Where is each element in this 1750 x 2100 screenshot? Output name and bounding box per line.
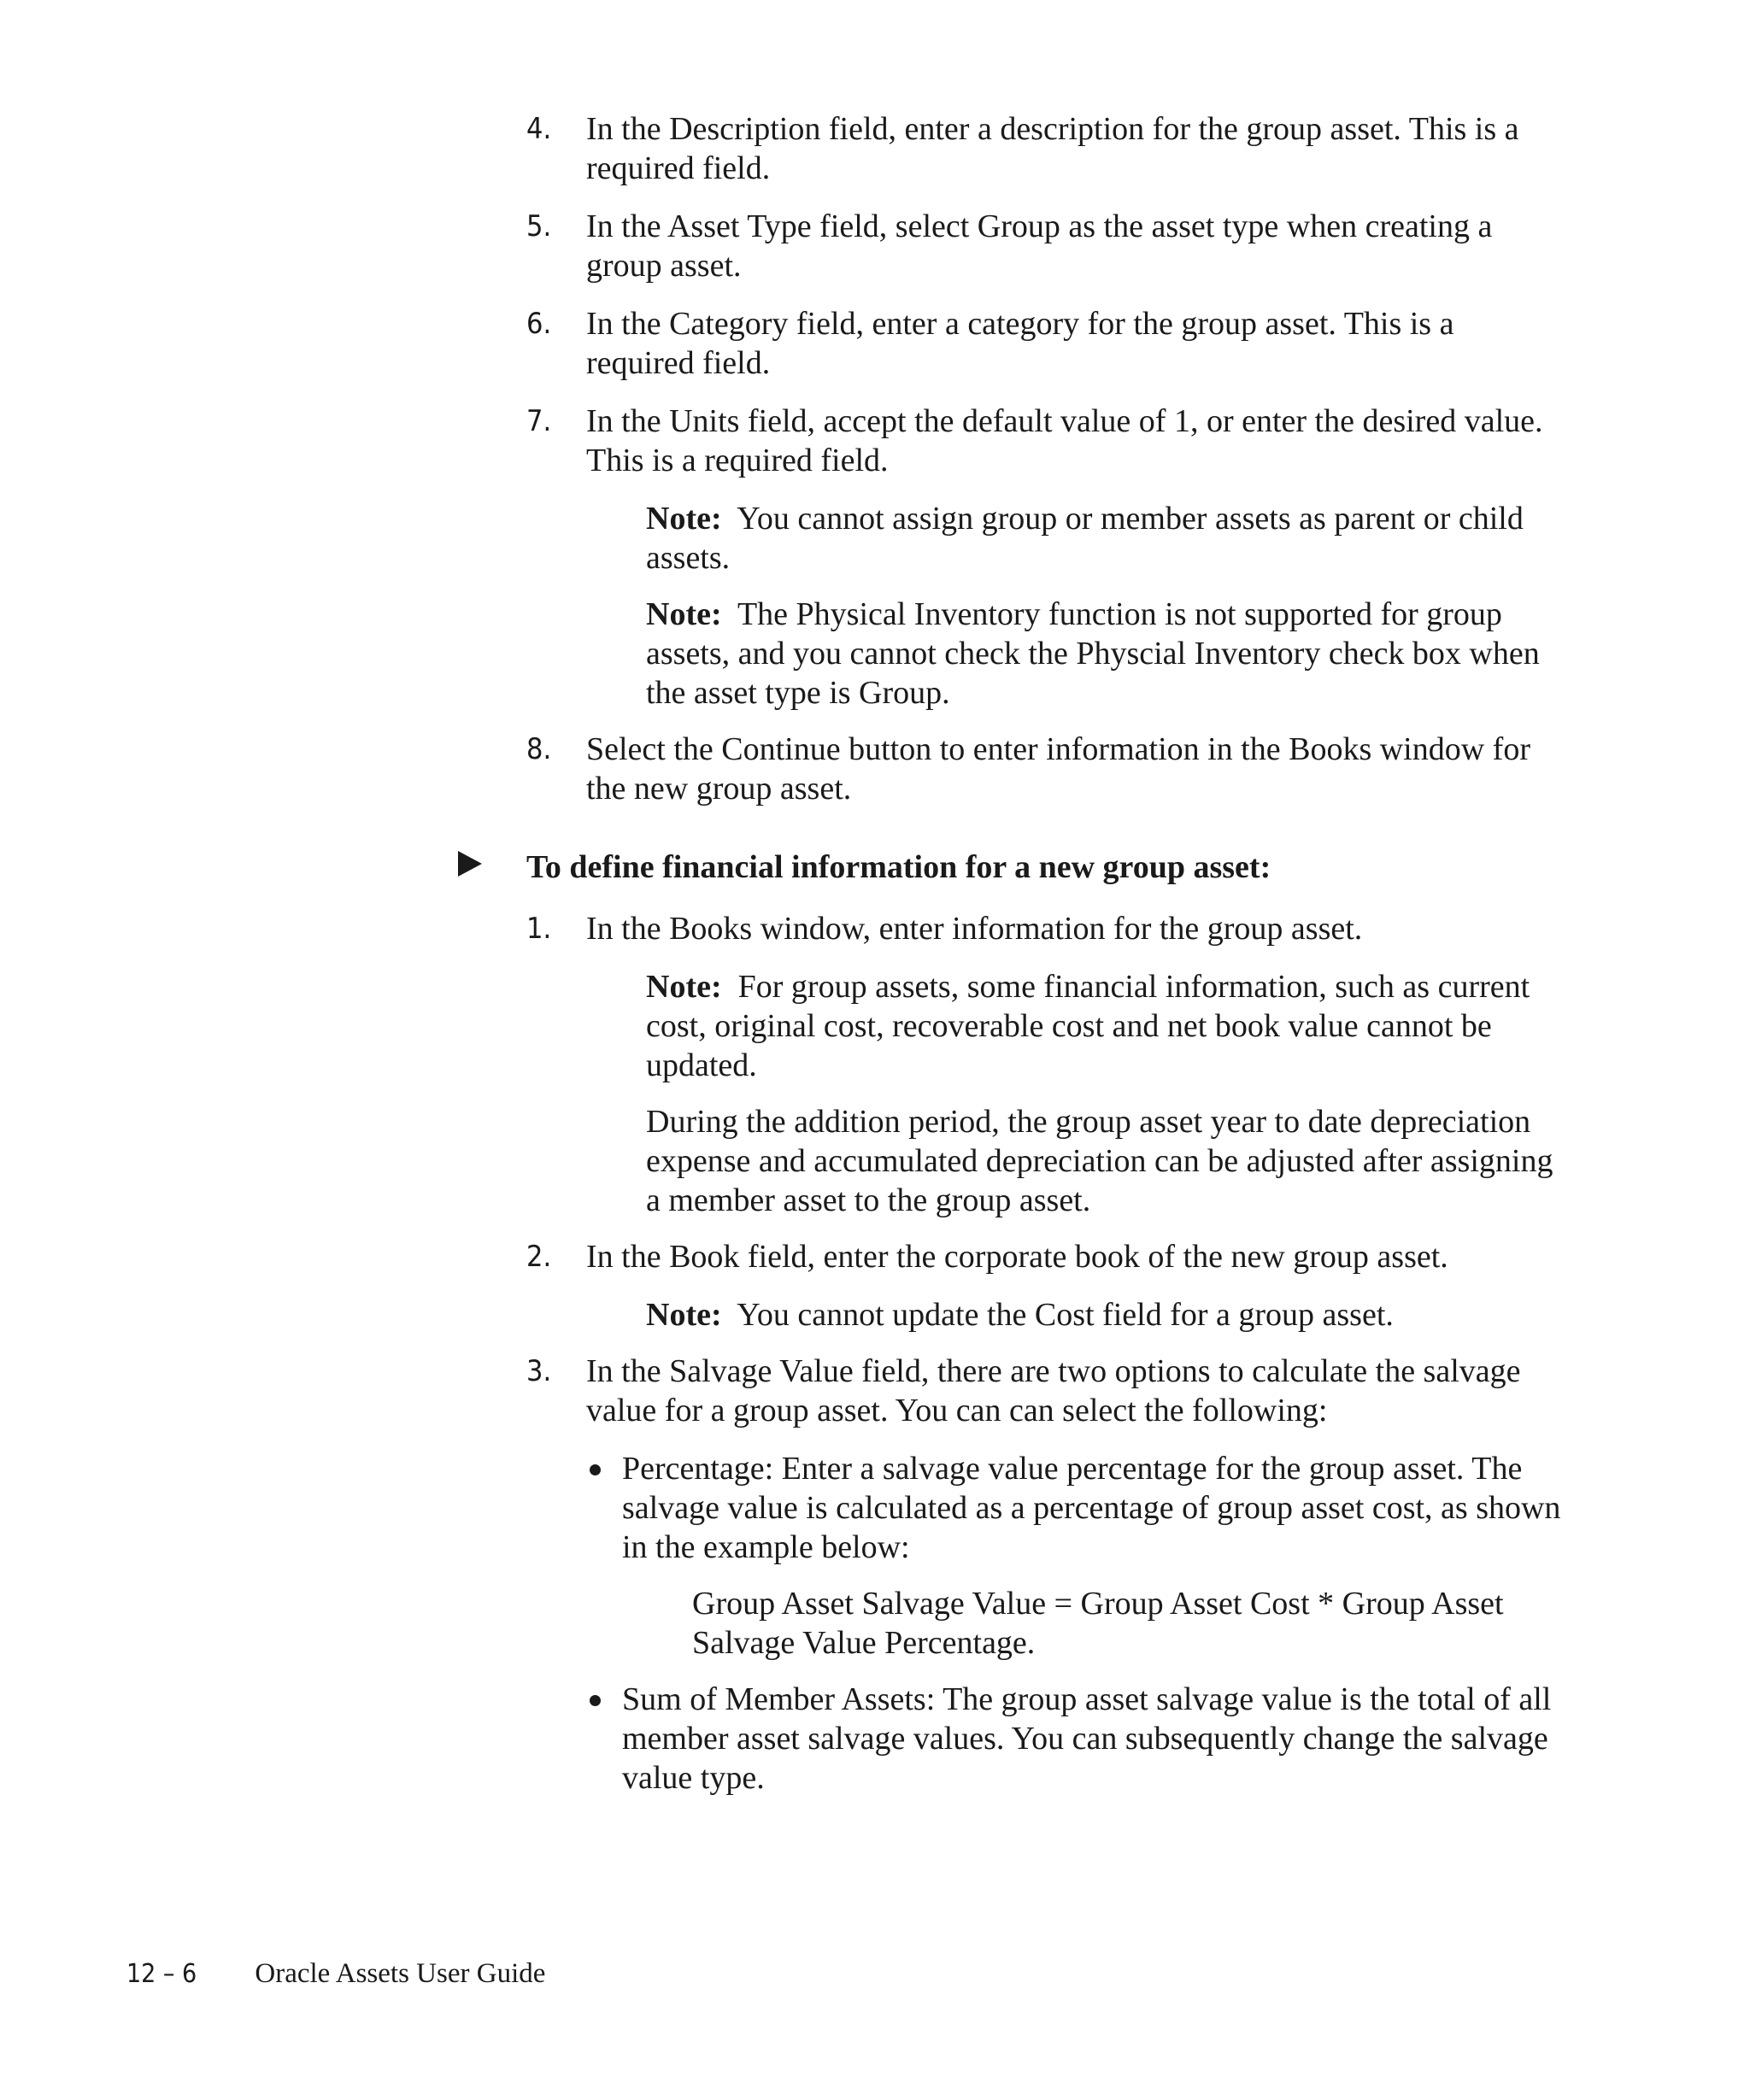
triangle-arrow-icon: [458, 851, 482, 877]
step-7: [526, 402, 1569, 480]
step-number: 7.: [526, 404, 552, 438]
heading-text: To define financial information for a new group asset:: [526, 849, 1271, 885]
step-text: In the Units field, accept the default value of 1, or enter the desired value. This is a required field.: [586, 403, 1543, 478]
fin-step-2: [526, 1237, 1569, 1276]
bullet-sum-of-members: [622, 1680, 1571, 1798]
step-number: 8.: [526, 732, 552, 766]
step-number: 5.: [526, 209, 552, 243]
step-text: In the Description field, enter a description for the group asset. This is a required field.: [586, 111, 1519, 186]
step-text: In the Salvage Value field, there are two options to calculate the salvage value for a group asset. You can can select the following:: [586, 1353, 1521, 1428]
bullet-text: Sum of Member Assets: The group asset salvage value is the total of all member asset salvage values. You can subsequently change the salvage value type.: [622, 1681, 1552, 1796]
step-text: In the Category field, enter a category for the group asset. This is a required field.: [586, 306, 1454, 381]
step-number: 1.: [526, 912, 552, 946]
salvage-formula: Group Asset Salvage Value = Group Asset Cost * Group Asset Salvage Value Percentage.: [692, 1586, 1504, 1661]
step-text: Select the Continue button to enter information in the Books window for the new group asset.: [586, 731, 1530, 807]
note-label: Note:: [646, 501, 722, 537]
step-number: 4.: [526, 112, 552, 146]
document-body: [0, 109, 1750, 1815]
note-physical-inventory: [646, 595, 1569, 713]
note-parent-child: [646, 499, 1569, 578]
addition-period-paragraph: During the addition period, the group asset year to date depreciation expense and accumulated depreciation can be adjusted after assigning a member asset to the group asset.: [646, 1104, 1553, 1218]
bullet-icon: [590, 1695, 601, 1706]
step-5: [526, 207, 1569, 285]
page-number: 12 – 6: [126, 1959, 197, 1989]
note-text: For group assets, some financial information, such as current cost, original cost, recoverable cost and net book value cannot be updated.: [646, 969, 1530, 1083]
note-text: You cannot assign group or member assets as parent or child assets.: [646, 501, 1524, 576]
fin-step-1: [526, 909, 1569, 948]
step-number: 6.: [526, 307, 552, 341]
page-footer: [126, 1958, 545, 1990]
fin-step-3: [526, 1352, 1569, 1430]
section-heading: [526, 848, 1750, 887]
note-label: Note:: [646, 1297, 722, 1333]
note-cost-field: [646, 1295, 1569, 1334]
bullet-icon: [590, 1464, 601, 1475]
step-number: 2.: [526, 1240, 552, 1274]
note-text: You cannot update the Cost field for a group asset.: [737, 1297, 1394, 1333]
step-number: 3.: [526, 1354, 552, 1388]
step-text: In the Book field, enter the corporate book of the new group asset.: [586, 1239, 1448, 1275]
note-label: Note:: [646, 969, 722, 1005]
step-text: In the Asset Type field, select Group as the asset type when creating a group asset.: [586, 208, 1493, 284]
bullet-text: Percentage: Enter a salvage value percentage for the group asset. The salvage value is calculated as a percentage of group asset cost, as shown in the example below:: [622, 1451, 1561, 1565]
bullet-percentage: [622, 1449, 1571, 1567]
step-6: [526, 304, 1569, 383]
step-8: [526, 730, 1569, 808]
book-title: Oracle Assets User Guide: [255, 1958, 546, 1989]
note-label: Note:: [646, 596, 722, 632]
note-text: The Physical Inventory function is not supported for group assets, and you cannot check the Physcial Inventory check box when the asset type is Group.: [646, 596, 1540, 711]
note-financial-info: [646, 967, 1569, 1085]
step-text: In the Books window, enter information for the group asset.: [586, 911, 1363, 947]
step-4: [526, 109, 1569, 188]
